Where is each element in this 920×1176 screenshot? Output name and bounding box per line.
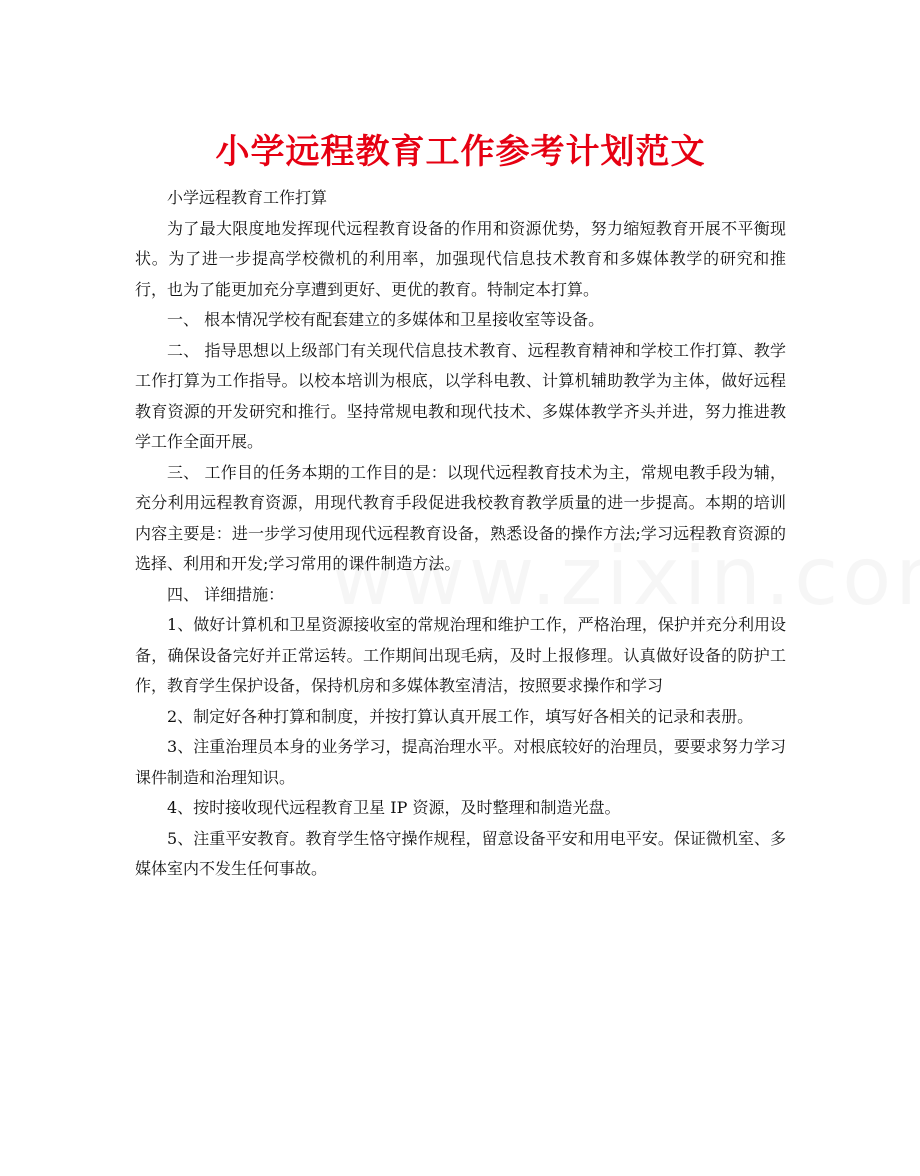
paragraph-measure-5: 5、注重平安教育。教育学生恪守操作规程，留意设备平安和用电平安。保证微机室、多媒体室内不发生任何事故。 [135,828,786,878]
paragraph-subtitle: 小学远程教育工作打算 [167,188,328,207]
paragraph-measure-1: 1、做好计算机和卫星资源接收室的常规治理和维护工作，严格治理，保护并充分利用设备，确保设备完好并正常运转。工作期间出现毛病，及时上报修理。认真做好设备的防护工作，教育学生保护设备，保持机房和多媒体教室清洁，按照要求操作和学习 [135,615,786,695]
paragraph-measure-3: 3、注重治理员本身的业务学习，提高治理水平。对根底较好的治理员，要要求努力学习课件制造和治理知识。 [135,737,786,787]
paragraph-section-3: 三、 工作目的任务本期的工作目的是：以现代远程教育技术为主，常规电教手段为辅，充分利用远程教育资源，用现代教育手段促进我校教育教学质量的进一步提高。本期的培训内容主要是：进一步学习使用现代远程教育设备，熟悉设备的操作方法;学习远程教育资源的选择、利用和开发;学习常用的课件制造方法。 [135,462,786,573]
document-title: 小学远程教育工作参考计划范文 [215,132,706,172]
paragraph-measure-4: 4、按时接收现代远程教育卫星 IP 资源，及时整理和制造光盘。 [167,798,621,817]
paragraph-intro: 为了最大限度地发挥现代远程教育设备的作用和资源优势，努力缩短教育开展不平衡现状。为了进一步提高学校微机的利用率，加强现代信息技术教育和多媒体教学的研究和推行，也为了能更加充分享遭到更好、更优的教育。特制定本打算。 [135,218,786,299]
paragraph-section-4: 四、 详细措施： [167,584,285,604]
paragraph-measure-2: 2、制定好各种打算和制度，并按打算认真开展工作，填写好各相关的记录和表册。 [167,706,754,726]
document-body [135,183,786,885]
paragraph-section-1: 一、 根本情况学校有配套建立的多媒体和卫星接收室等设备。 [167,310,605,329]
paragraph-section-2: 二、 指导思想以上级部门有关现代信息技术教育、远程教育精神和学校工作打算、教学工作打算为工作指导。以校本培训为根底，以学科电教、计算机辅助教学为主体，做好远程教育资源的开发研究和推行。坚持常规电教和现代技术、多媒体教学齐头并进，努力推进教学工作全面开展。 [135,340,786,451]
